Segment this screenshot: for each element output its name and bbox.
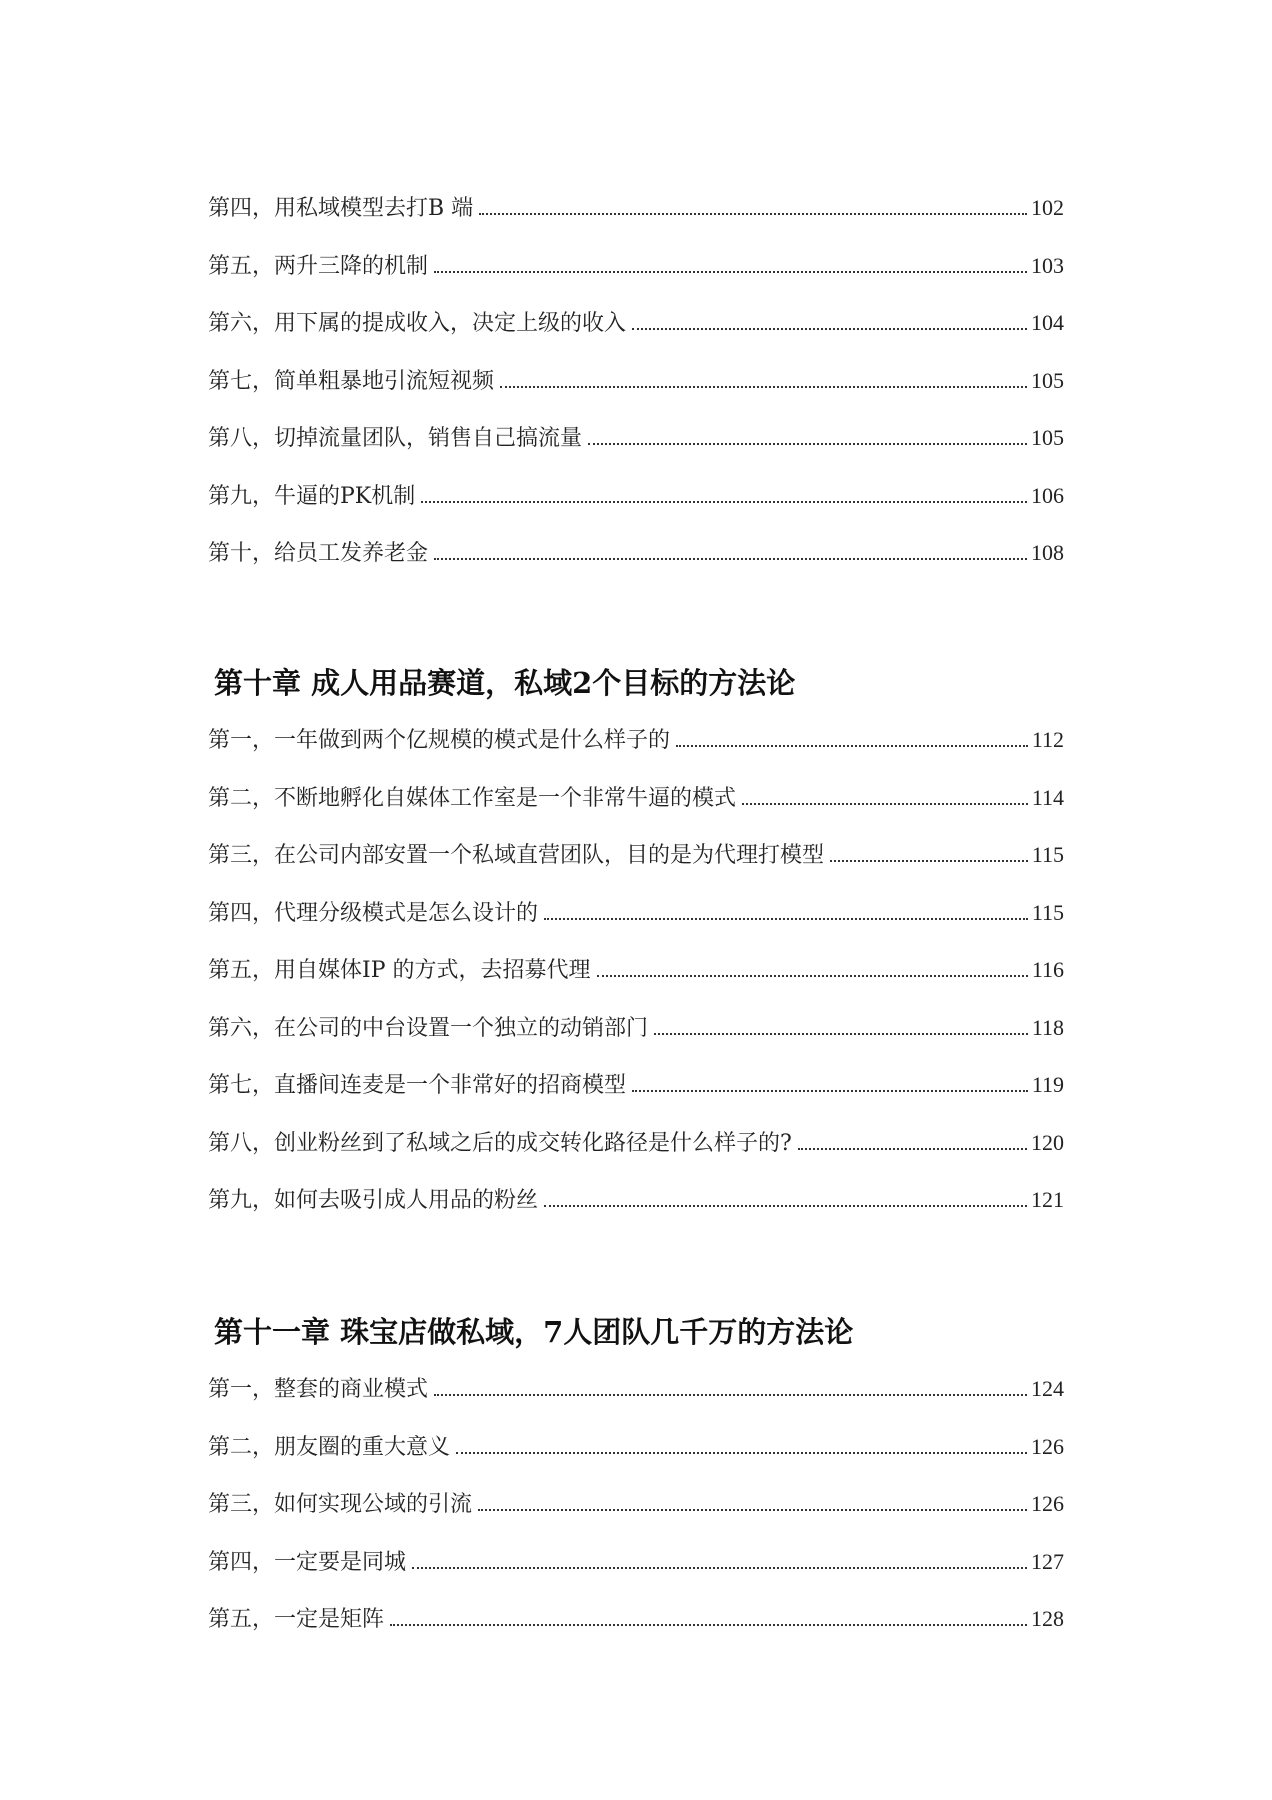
- toc-entry[interactable]: [208, 941, 1064, 999]
- toc-page-number: 108: [1031, 540, 1064, 565]
- toc-entry-title: 第七，直播间连麦是一个非常好的招商模型: [208, 1073, 627, 1098]
- toc-page-number: 115: [1031, 899, 1064, 925]
- toc-dot-leader: [456, 1452, 1027, 1454]
- toc-page-number: 118: [1031, 1014, 1064, 1040]
- toc-entry[interactable]: [208, 826, 1064, 884]
- toc-entry-title: 第三，如何实现公域的引流: [208, 1492, 473, 1517]
- toc-page-number: 121: [1031, 1187, 1064, 1212]
- toc-page-number: 124: [1031, 1376, 1064, 1401]
- toc-section-chapter-11: [208, 1304, 1064, 1648]
- toc-entry[interactable]: [208, 1533, 1064, 1591]
- toc-page: [208, 0, 1064, 1800]
- toc-section-chapter-10: [208, 655, 1064, 1229]
- toc-entry[interactable]: [208, 1360, 1064, 1418]
- toc-page-number: 128: [1031, 1606, 1064, 1631]
- toc-page-number: 105: [1031, 425, 1064, 450]
- toc-entry[interactable]: [208, 999, 1064, 1057]
- chapter-heading: 第十一章 珠宝店做私域，7人团队几千万的方法论: [214, 1315, 854, 1349]
- toc-entry-title: 第四，一定要是同城: [208, 1549, 407, 1575]
- toc-entry[interactable]: [208, 467, 1064, 525]
- toc-entry[interactable]: [208, 1056, 1064, 1114]
- toc-entry[interactable]: [208, 1590, 1064, 1648]
- toc-dot-leader: [632, 1090, 1028, 1092]
- toc-dot-leader: [500, 386, 1027, 388]
- toc-page-number: 103: [1031, 252, 1064, 278]
- toc-entry-title: 第五，用自媒体IP 的方式，去招募代理: [208, 958, 591, 983]
- toc-dot-leader: [478, 1509, 1027, 1511]
- toc-entry-title: 第一，整套的商业模式: [208, 1377, 429, 1402]
- toc-entry[interactable]: [208, 769, 1064, 827]
- toc-entry-title: 第三，在公司内部安置一个私域直营团队，目的是为代理打模型: [208, 843, 825, 868]
- toc-page-number: 112: [1031, 727, 1064, 752]
- toc-dot-leader: [390, 1624, 1027, 1626]
- toc-section-previous-chapter: [208, 179, 1064, 582]
- toc-page-number: 106: [1031, 482, 1064, 508]
- toc-entry[interactable]: [208, 179, 1064, 237]
- toc-entry[interactable]: [208, 352, 1064, 410]
- toc-entry-title: 第六，在公司的中台设置一个独立的动销部门: [208, 1015, 649, 1041]
- toc-entry-title: 第九，如何去吸引成人用品的粉丝: [208, 1188, 539, 1213]
- toc-entry-title: 第二，不断地孵化自媒体工作室是一个非常牛逼的模式: [208, 785, 737, 811]
- toc-dot-leader: [676, 745, 1028, 747]
- toc-entry-title: 第五，一定是矩阵: [208, 1607, 385, 1632]
- toc-entry-title: 第二，朋友圈的重大意义: [208, 1434, 451, 1460]
- toc-entry-title: 第八，切掉流量团队，销售自己搞流量: [208, 426, 583, 451]
- toc-entry-title: 第五，两升三降的机制: [208, 253, 429, 279]
- toc-dot-leader: [544, 1205, 1027, 1207]
- toc-entry-title: 第四，用私域模型去打B 端: [208, 196, 474, 221]
- toc-dot-leader: [544, 918, 1028, 920]
- toc-dot-leader: [412, 1567, 1027, 1569]
- toc-entry[interactable]: [208, 1475, 1064, 1533]
- toc-entry[interactable]: [208, 1114, 1064, 1172]
- toc-page-number: 114: [1031, 784, 1064, 810]
- toc-dot-leader: [654, 1033, 1028, 1035]
- toc-page-number: 116: [1031, 957, 1064, 982]
- toc-dot-leader: [830, 860, 1028, 862]
- toc-entry[interactable]: [208, 409, 1064, 467]
- toc-entry-title: 第十，给员工发养老金: [208, 541, 429, 566]
- toc-dot-leader: [632, 328, 1027, 330]
- toc-entry-title: 第七，简单粗暴地引流短视频: [208, 368, 495, 394]
- toc-dot-leader: [434, 1394, 1027, 1396]
- toc-entry[interactable]: [208, 1418, 1064, 1476]
- toc-dot-leader: [434, 558, 1027, 560]
- toc-page-number: 102: [1031, 195, 1064, 220]
- toc-page-number: 105: [1031, 367, 1064, 393]
- toc-entry[interactable]: [208, 524, 1064, 582]
- toc-entry[interactable]: [208, 711, 1064, 769]
- toc-entry[interactable]: [208, 1171, 1064, 1229]
- toc-entry-title: 第六，用下属的提成收入，决定上级的收入: [208, 311, 627, 336]
- toc-page-number: 104: [1031, 310, 1064, 335]
- toc-page-number: 126: [1031, 1433, 1064, 1459]
- toc-page-number: 119: [1031, 1072, 1064, 1097]
- toc-page-number: 126: [1031, 1491, 1064, 1516]
- toc-dot-leader: [434, 271, 1027, 273]
- toc-entry-title: 第八，创业粉丝到了私域之后的成交转化路径是什么样子的?: [208, 1130, 792, 1156]
- toc-dot-leader: [479, 213, 1027, 215]
- toc-entry[interactable]: [208, 294, 1064, 352]
- toc-dot-leader: [798, 1148, 1027, 1150]
- toc-entry[interactable]: [208, 884, 1064, 942]
- toc-page-number: 120: [1031, 1129, 1064, 1155]
- toc-page-number: 127: [1031, 1548, 1064, 1574]
- toc-dot-leader: [742, 803, 1028, 805]
- toc-entry-title: 第九，牛逼的PK机制: [208, 483, 416, 509]
- toc-entry-title: 第四，代理分级模式是怎么设计的: [208, 900, 539, 926]
- chapter-heading: 第十章 成人用品赛道，私域2个目标的方法论: [214, 666, 796, 700]
- toc-dot-leader: [597, 975, 1028, 977]
- toc-entry[interactable]: [208, 237, 1064, 295]
- toc-dot-leader: [421, 501, 1027, 503]
- toc-page-number: 115: [1031, 842, 1064, 867]
- toc-entry-title: 第一，一年做到两个亿规模的模式是什么样子的: [208, 728, 671, 753]
- toc-dot-leader: [588, 443, 1027, 445]
